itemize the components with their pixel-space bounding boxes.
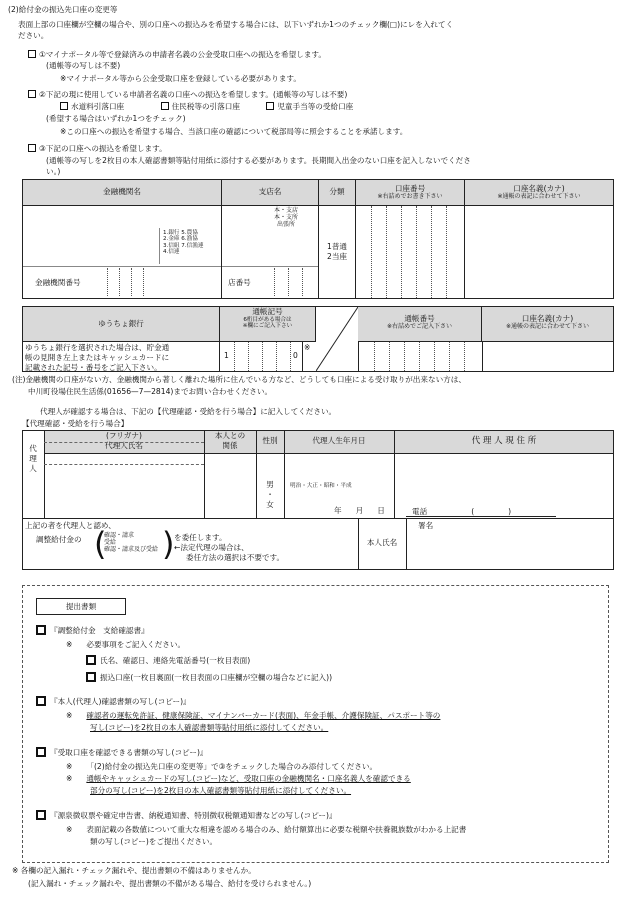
digit-sep (274, 268, 275, 296)
birth-date-input[interactable]: 年 月 日 (334, 506, 385, 515)
header-type: 分類 (319, 180, 356, 206)
option-1-note: (通帳等の写しは不要) (46, 61, 121, 70)
digit-sep (386, 206, 387, 298)
doc-2-note: ※ 確認者の運転免許証、健康保険証、マイナンバーカード(表面)、年金手帳、介護保険証、パスポート等の (66, 711, 441, 720)
bank-account-table (22, 179, 614, 299)
digit-sep (262, 342, 263, 371)
branch-options: 本・支店 本・支所 出張所 (273, 207, 298, 228)
brace-close-icon: ) (162, 525, 175, 563)
note-line-2: 中川町役場住民生活係(01656—7—2814)までお問い合わせください。 (28, 387, 273, 396)
section-title: (2)給付金の振込先口座の変更等 (8, 5, 118, 14)
proxy-title: 【代理確認・受給を行う場合】 (22, 419, 129, 428)
digit-sep (374, 342, 375, 371)
yucho-table (22, 306, 614, 372)
digit-sep (401, 206, 402, 298)
divider (159, 228, 160, 264)
yucho-account-name-input[interactable] (482, 342, 614, 372)
option-3-note-2: い。) (46, 167, 61, 176)
branch-cell[interactable] (222, 206, 319, 299)
diagonal-line (316, 307, 358, 371)
relation-input[interactable] (205, 454, 255, 517)
doc-4[interactable]: 『源泉徴収票や確定申告書、納税通知書、特別徴収税額通知書などの写し(コピー)』 (36, 810, 337, 821)
address-header: 代 理 人 現 住 所 (471, 436, 537, 446)
water-account-checkbox[interactable] (60, 102, 68, 110)
account-type-cell[interactable]: 1普通 2当座 (319, 206, 356, 299)
yucho-description: ゆうちょ銀行を選択された場合は、貯金通 帳の見開き左上またはキャッシュカードに 記載された記号・番号をご記入下さい。 (22, 342, 220, 372)
digit-sep (107, 268, 108, 296)
header-number: 通帳番号 ※右詰めでご記入下さい (358, 306, 482, 342)
child-allowance-checkbox[interactable] (266, 102, 274, 110)
bank-code-label: 金融機関番号 (35, 278, 81, 287)
doc-1-a[interactable]: 氏名、確認日、連絡先電話番号(一枚目表面) (86, 655, 250, 666)
proxy-intro: 代理人が確認する場合は、下記の【代理確認・受給を行う場合】に記入してください。 (40, 407, 337, 416)
digit-sep (302, 342, 303, 371)
digit-sep (248, 342, 249, 371)
divider (222, 266, 318, 267)
doc-4-checkbox[interactable] (36, 810, 46, 820)
digit-sep (464, 342, 465, 371)
delegation-options[interactable]: 確認・請求 受給 確認・請求及び受給 (104, 532, 159, 553)
option-1-checkbox[interactable] (28, 50, 36, 58)
option-3[interactable]: ③下記の口座への振込を希望します。 (28, 144, 167, 154)
digit-sep (143, 268, 144, 296)
entrust-right: を委任します。 ←法定代理の場合は、 委任方法の選択は不要です。 (174, 533, 285, 563)
digit-sep (446, 206, 447, 298)
option-2-note-2: ※この口座への振込を希望する場合、当該口座の確認について税部局等に照会することを承諾します。 (60, 127, 408, 136)
header-yucho-account-name: 口座名義(カナ) ※通帳の表記に合わせて下さい (482, 306, 614, 342)
intro-line-1: 表面上部の口座欄が空欄の場合や、別の口座への振込みを希望する場合には、以下いずれか1つのチェック欄(□)にレを入れてく (18, 20, 454, 29)
bank-type-list: 1.銀行 5.農協 2.金庫 6.漁協 3.信組 7.信漁連 4.信連 (163, 230, 204, 256)
proxy-name-header: (フリガナ) 代理人氏名 (105, 431, 143, 451)
kigou-input[interactable]: 1 0 ※ (220, 342, 316, 372)
birth-header: 代理人生年月日 (312, 436, 366, 445)
gender-header: 性別 (262, 436, 278, 445)
option-2[interactable]: ②下記の現に使用している申請者名義の口座への振込を希望します。(通帳等の写しは不要) (28, 90, 347, 100)
signature-label: 署名 (418, 521, 434, 530)
relation-header: 本人との 関係 (214, 431, 246, 451)
doc-3-note-2: ※ 通帳やキャッシュカードの写し(コピー)など、受取口座の金融機関名・口座名義人を確認できる (66, 774, 411, 783)
doc-1-note: ※ 必要事項をご記入ください。 (66, 640, 186, 649)
doc-1-b-checkbox[interactable] (86, 672, 96, 682)
option-2-note: (希望する場合はいずれか1つをチェック) (46, 114, 186, 123)
doc-4-note: ※ 表面記載の各数値について重大な相違を認める場合のみ、給付額算出に必要な税額や扶養親族数がわかる上記書 (66, 825, 467, 834)
phone-field[interactable]: 電話 ( ) (412, 507, 512, 516)
header-kigou: 通帳記号 6桁目がある場合は ※欄にご記入下さい (220, 306, 316, 342)
digit-sep (119, 268, 120, 296)
doc-3-note-3: 部分の写し(コピー)を2枚目の本人確認書類等貼付用紙に添付してください。 (90, 786, 352, 795)
option-1-note-2: ※マイナポータル等から公金受取口座を登録している必要があります。 (60, 74, 302, 83)
intro-line-2: ださい。 (18, 31, 49, 40)
digit-sep (449, 342, 450, 371)
digit-sep (419, 342, 420, 371)
digit-sep (302, 268, 303, 296)
address-input[interactable] (395, 454, 613, 504)
footer-line-1: ※ 各欄の記入漏れ・チェック漏れや、提出書類の不備はありませんか。 (12, 866, 256, 875)
entrust-text-2: 調整給付金の (36, 535, 82, 544)
doc-4-note-2: 類の写し(コピー)をご提出ください。 (90, 837, 218, 846)
digit-sep (131, 268, 132, 296)
digit-sep (389, 342, 390, 371)
tax-account-checkbox[interactable] (161, 102, 169, 110)
doc-2-checkbox[interactable] (36, 696, 46, 706)
entrust-text-1: 上記の者を代理人と認め、 (25, 521, 116, 530)
diagonal-cell (316, 306, 358, 372)
header-yucho: ゆうちょ銀行 (22, 306, 220, 342)
documents-title: 提出書類 (36, 598, 126, 615)
gender-options[interactable]: 男 ・ 女 (266, 480, 274, 510)
header-branch-name: 支店名 (222, 180, 319, 206)
digit-sep (431, 206, 432, 298)
option-1[interactable]: ①マイナポータル等で登録済みの申請者名義の公金受取口座への振込を希望します。 (28, 50, 326, 60)
option-3-checkbox[interactable] (28, 144, 36, 152)
note-line-1: (注)金融機関の口座がない方、金融機関から著しく離れた場所に住んでいる方など、どうしても口座による受け取りが出来ない方は、 (12, 375, 466, 384)
doc-3[interactable]: 『受取口座を確認できる書類の写し(コピー)』 (36, 747, 208, 758)
doc-1-b[interactable]: 振込口座(一枚目裏面(一枚目表面の口座欄が空欄の場合などに記入)) (86, 672, 332, 683)
digit-sep (371, 206, 372, 298)
header-account-number: 口座番号 ※右詰めでお書き下さい (356, 180, 465, 206)
doc-1[interactable]: 『調整給付金 支給確認書』 (36, 625, 149, 636)
proxy-name-input[interactable] (45, 465, 203, 517)
digit-sep (404, 342, 405, 371)
digit-sep (288, 268, 289, 296)
phone-underline (406, 516, 556, 517)
footer-line-2: (記入漏れ・チェック漏れや、提出書類の不備がある場合、給付を受けられません。) (28, 879, 312, 888)
account-name-cell[interactable] (465, 206, 614, 299)
option-3-note: (通帳等の写しを2枚目の本人確認書類等貼付用紙に添付する必要があります。長期間入出金のない口座を記入しないでくださ (46, 156, 471, 165)
option-2-suboptions: 水道料引落口座 住民税等の引落口座 児童手当等の受給口座 (60, 102, 353, 112)
digit-sep (276, 342, 277, 371)
doc-3-note: ※ 「(2)給付金の振込先口座の変更等」で③をチェックした場合のみ添付してください。 (66, 762, 378, 771)
doc-3-checkbox[interactable] (36, 747, 46, 757)
proxy-side-label: 代 理 人 (29, 444, 37, 474)
branch-code-label: 店番号 (228, 278, 251, 287)
digit-sep (290, 342, 291, 371)
bank-name-cell[interactable] (23, 206, 222, 299)
digit-sep (234, 342, 235, 371)
header-account-name: 口座名義(カナ) ※通帳の表記に合わせて下さい (465, 180, 614, 206)
principal-label: 本人氏名 (366, 538, 398, 547)
divider (22, 518, 614, 519)
doc-1-checkbox[interactable] (36, 625, 46, 635)
doc-1-a-checkbox[interactable] (86, 655, 96, 665)
brace-open-icon: ( (94, 525, 107, 563)
option-2-checkbox[interactable] (28, 90, 36, 98)
account-number-cell[interactable] (356, 206, 465, 299)
digit-sep (434, 342, 435, 371)
digit-sep (416, 206, 417, 298)
divider (44, 442, 204, 443)
header-bank-name: 金融機関名 (23, 180, 222, 206)
proxy-table (22, 430, 614, 570)
doc-2[interactable]: 『本人(代理人)確認書類の写し(コピー)』 (36, 696, 191, 707)
yucho-number-input[interactable] (358, 342, 482, 372)
era-options[interactable]: 明治・大正・昭和・平成 (290, 483, 352, 489)
doc-2-note-2: 写し(コピー)を2枚目の本人確認書類等貼付用紙に添付してください。 (90, 723, 329, 732)
divider (23, 266, 221, 267)
signature-input[interactable] (407, 530, 613, 569)
